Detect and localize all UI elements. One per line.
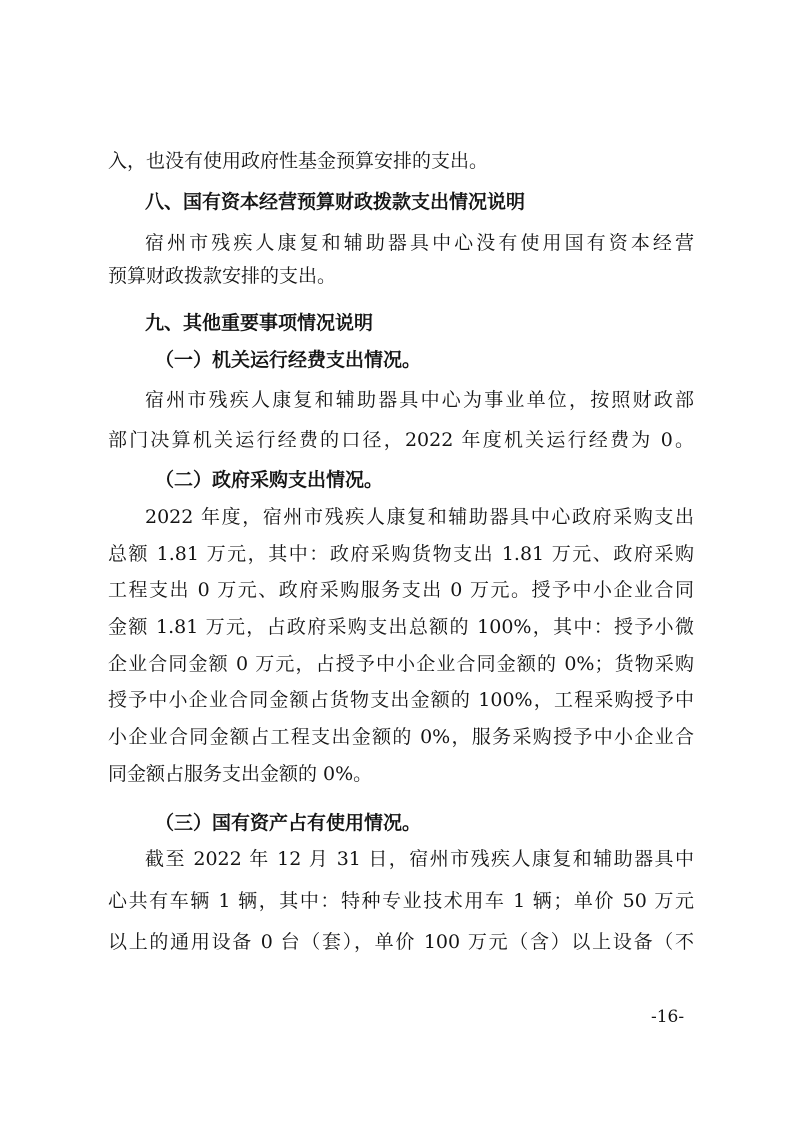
body-line: 心共有车辆 1 辆，其中：特种专业技术用车 1 辆；单价 50 万元 xyxy=(108,890,694,912)
body-line: 宿州市残疾人康复和辅助器具中心为事业单位，按照财政部 xyxy=(145,389,694,411)
body-line: 宿州市残疾人康复和辅助器具中心没有使用国有资本经营 xyxy=(145,232,694,254)
body-line: 授予中小企业合同金额占货物支出金额的 100%，工程采购授予中 xyxy=(108,689,694,711)
page-number: -16- xyxy=(651,1007,685,1027)
subsection-heading: （一）机关运行经费支出情况。 xyxy=(155,349,422,371)
body-line: 总额 1.81 万元，其中：政府采购货物支出 1.81 万元、政府采购 xyxy=(108,543,694,565)
body-line: 企业合同金额 0 万元，占授予中小企业合同金额的 0%；货物采购 xyxy=(108,653,694,675)
section-heading: 八、国有资本经营预算财政拨款支出情况说明 xyxy=(145,191,526,213)
body-line: 2022 年度，宿州市残疾人康复和辅助器具中心政府采购支出 xyxy=(145,506,694,528)
subsection-heading: （二）政府采购支出情况。 xyxy=(155,469,384,491)
body-line: 预算财政拨款安排的支出。 xyxy=(108,265,337,287)
body-line: 工程支出 0 万元、政府采购服务支出 0 万元。授予中小企业合同 xyxy=(108,579,694,601)
body-line: 截至 2022 年 12 月 31 日，宿州市残疾人康复和辅助器具中 xyxy=(145,848,694,870)
body-line: 部门决算机关运行经费的口径，2022 年度机关运行经费为 0。 xyxy=(108,429,694,451)
body-line: 金额 1.81 万元，占政府采购支出总额的 100%，其中：授予小微 xyxy=(108,616,694,638)
body-line: 同金额占服务支出金额的 0%。 xyxy=(108,763,373,785)
body-line: 以上的通用设备 0 台（套），单价 100 万元（含）以上设备（不 xyxy=(108,931,694,953)
body-line: 小企业合同金额占工程支出金额的 0%，服务采购授予中小企业合 xyxy=(108,726,694,748)
body-line: 入，也没有使用政府性基金预算安排的支出。 xyxy=(108,150,489,172)
section-heading: 九、其他重要事项情况说明 xyxy=(145,312,374,334)
subsection-heading: （三）国有资产占有使用情况。 xyxy=(155,812,422,834)
